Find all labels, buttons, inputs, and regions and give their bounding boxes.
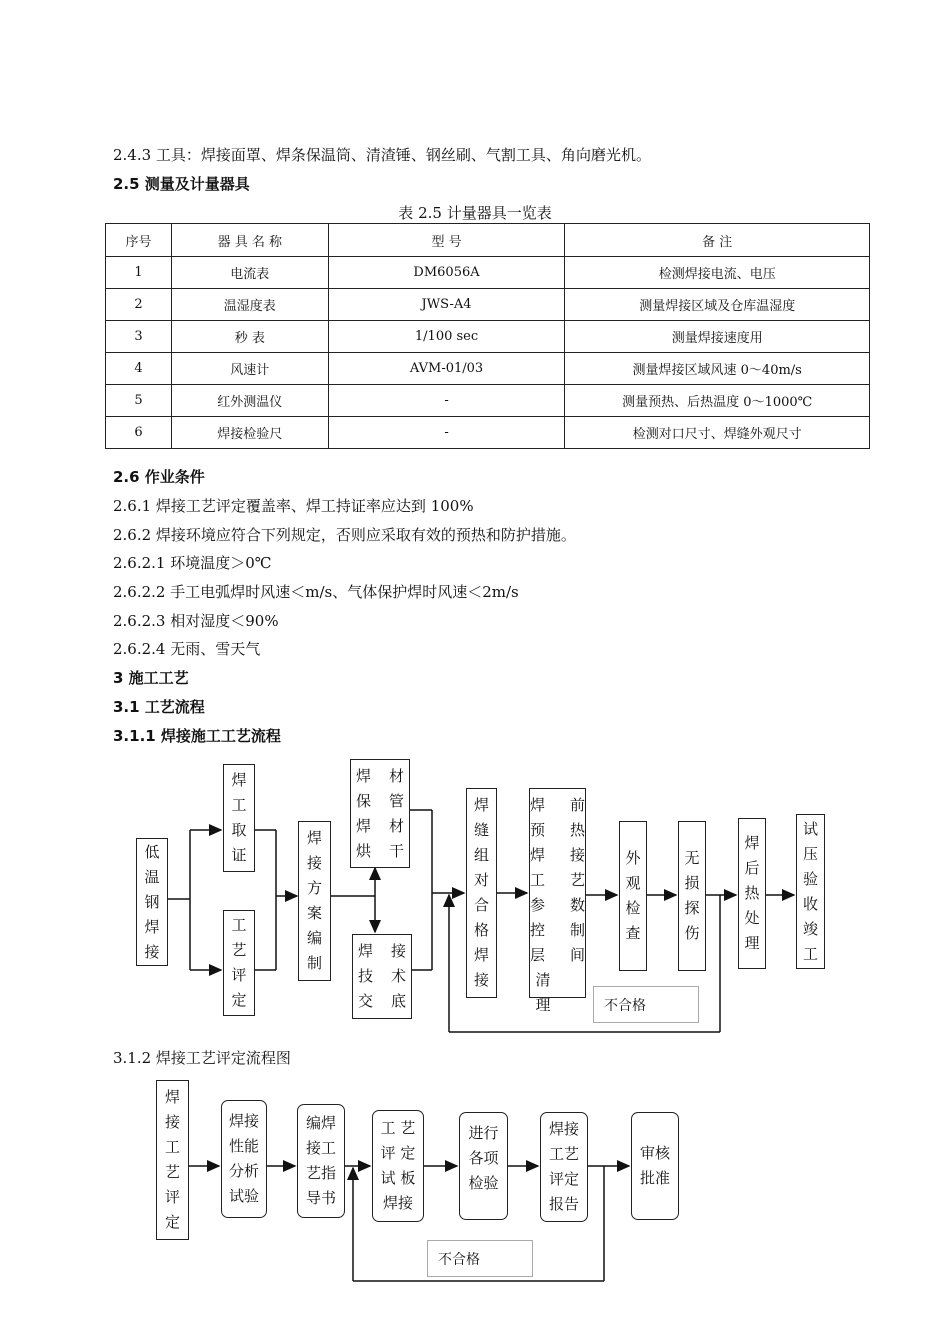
box-text: 各项 [468, 1149, 499, 1167]
box-text: 焊接 [548, 1120, 579, 1138]
box-char: 验 [802, 869, 818, 888]
box-char: 清理 [535, 971, 551, 1014]
box-text: 艺指 [305, 1164, 336, 1182]
flow1-fail-label: 不合格 [593, 986, 699, 1023]
box-char: 损 [684, 874, 700, 892]
box-char: 交 [357, 992, 373, 1010]
box-char: 接 [306, 854, 322, 872]
box-char: 钢 [144, 892, 160, 911]
tools-line: 2.4.3 工具：焊接面罩、焊条保温筒、清渣锤、钢丝刷、气割工具、角向磨光机。 [113, 146, 651, 164]
box-char: 间 [569, 946, 585, 964]
box-char: 外 [625, 849, 641, 867]
box-char: 焊 [231, 771, 247, 789]
cell-name: 秒 表 [171, 321, 328, 353]
box-char: 工 [231, 796, 247, 814]
box-char: 底 [391, 992, 407, 1010]
cell-note: 检测焊接电流、电压 [565, 257, 870, 289]
box-char: 干 [389, 842, 405, 860]
box-char: 管 [389, 792, 405, 810]
box-char: 预 [530, 821, 546, 839]
box-char: 接 [569, 846, 585, 864]
box-text: 性能 [228, 1137, 259, 1155]
box-char: 缝 [473, 821, 489, 839]
box-char: 理 [744, 934, 760, 952]
box-char: 数 [569, 896, 585, 914]
cell-note: 检测对口尺寸、焊缝外观尺寸 [565, 417, 870, 449]
cell-model: - [328, 417, 565, 449]
box-char: 案 [306, 904, 322, 922]
box-char: 材 [389, 817, 405, 835]
box-char: 制 [306, 954, 322, 972]
section-3-heading: 3 施工工艺 [113, 669, 189, 687]
box-char: 收 [802, 894, 818, 913]
flow2-test-coupon-welding [372, 1110, 424, 1222]
box-char: 焊 [144, 917, 160, 936]
box-char: 取 [231, 821, 247, 839]
box-text: 批准 [639, 1169, 670, 1187]
box-char: 保 [355, 792, 371, 810]
box-char: 术 [391, 967, 407, 985]
box-char: 格 [473, 921, 489, 939]
box-text: 导书 [305, 1189, 336, 1207]
box-char: 处 [744, 909, 760, 927]
flow2-procedure-qualification [156, 1080, 189, 1240]
cell-name: 电流表 [171, 257, 328, 289]
flow2-wps-preparation [297, 1104, 345, 1218]
cell-model: AVM-01/03 [328, 353, 565, 385]
cell-index: 3 [106, 321, 172, 353]
flow2-pqr-report [540, 1112, 588, 1222]
box-text: 检验 [468, 1174, 499, 1192]
box-char: 焊 [306, 829, 322, 847]
flow-material-storage-baking [350, 759, 410, 868]
box-char: 制 [569, 921, 585, 939]
cell-name: 温湿度表 [171, 289, 328, 321]
cell-note: 测量焊接速度用 [565, 321, 870, 353]
box-char: 接 [144, 942, 160, 961]
flow-welder-certification [223, 764, 255, 872]
box-char: 焊 [530, 796, 546, 814]
flow-low-temp-steel-welding [136, 838, 168, 966]
box-char: 工 [802, 944, 818, 963]
box-text: 工艺 [548, 1145, 579, 1163]
box-char: 组 [473, 846, 489, 864]
flow-visual-inspection [619, 821, 647, 971]
box-char: 探 [684, 899, 700, 917]
flow2-fail-label: 不合格 [427, 1240, 533, 1277]
flow2-performance-analysis [221, 1100, 267, 1218]
box-char: 方 [306, 879, 322, 897]
box-char: 伤 [684, 924, 700, 942]
box-text: 接工 [305, 1139, 336, 1157]
cell-index: 4 [106, 353, 172, 385]
cell-index: 5 [106, 385, 172, 417]
section-2-6-heading: 2.6 作业条件 [113, 468, 205, 486]
box-char: 评 [231, 966, 247, 984]
box-char: 焊 [744, 834, 760, 852]
box-char: 无 [684, 849, 700, 867]
flow-welding-plan [298, 821, 331, 981]
box-text: 评定 [548, 1170, 579, 1188]
section-3-1-heading: 3.1 工艺流程 [113, 698, 205, 716]
box-char: 技 [357, 967, 373, 985]
header-cell: 备 注 [565, 224, 870, 257]
flow2-review-approval [631, 1112, 679, 1220]
flow-process-evaluation [223, 910, 255, 1016]
box-char: 焊 [355, 817, 371, 835]
box-char: 后 [744, 859, 760, 877]
box-char: 焊 [355, 767, 371, 785]
box-char: 前 [569, 796, 585, 814]
box-char: 艺 [569, 871, 585, 889]
box-char: 查 [625, 924, 641, 942]
box-char: 热 [569, 821, 585, 839]
flow2-inspections [459, 1112, 508, 1220]
condition-2-6-2-2: 2.6.2.2 手工电弧焊时风速＜m/s、气体保护焊时风速＜2m/s [113, 583, 519, 601]
header-cell: 序号 [106, 224, 172, 257]
box-char: 焊 [473, 946, 489, 964]
box-char: 焊 [530, 846, 546, 864]
box-char: 层 [530, 946, 546, 964]
box-char: 定 [164, 1213, 180, 1231]
box-char: 热 [744, 884, 760, 902]
box-text: 评 定 [380, 1144, 416, 1162]
table-caption: 表 2.5 计量器具一览表 [398, 204, 552, 222]
box-char: 温 [144, 867, 160, 886]
cell-name: 风速计 [171, 353, 328, 385]
box-text: 焊接 [228, 1112, 259, 1130]
box-char: 控 [530, 921, 546, 939]
box-text: 工 艺 [380, 1119, 416, 1137]
box-text: 试 板 [380, 1169, 416, 1187]
box-char: 接 [164, 1113, 180, 1131]
header-cell: 型 号 [328, 224, 565, 257]
condition-2-6-2-1: 2.6.2.1 环境温度＞0℃ [113, 554, 272, 572]
box-char: 接 [391, 942, 407, 960]
flow-fitup-welding [466, 788, 497, 998]
condition-2-6-2-4: 2.6.2.4 无雨、雪天气 [113, 640, 261, 658]
box-char: 焊 [357, 942, 373, 960]
box-char: 材 [389, 767, 405, 785]
box-char: 艺 [231, 941, 247, 959]
box-char: 评 [164, 1188, 180, 1206]
condition-2-6-2: 2.6.2 焊接环境应符合下列规定，否则应采取有效的预热和防护措施。 [113, 526, 576, 544]
cell-note: 测量焊接区域风速 0～40m/s [565, 353, 870, 385]
cell-index: 6 [106, 417, 172, 449]
box-char: 焊 [164, 1088, 180, 1106]
box-text: 进行 [468, 1124, 499, 1142]
box-char: 烘 [355, 842, 371, 860]
cell-name: 焊接检验尺 [171, 417, 328, 449]
flow-pressure-test-acceptance [796, 814, 825, 969]
cell-model: JWS-A4 [328, 289, 565, 321]
box-char: 试 [802, 819, 818, 838]
box-text: 审核 [639, 1144, 670, 1162]
box-text: 分析 [228, 1162, 259, 1180]
box-char: 合 [473, 896, 489, 914]
cell-note: 测量预热、后热温度 0～1000℃ [565, 385, 870, 417]
box-char: 艺 [164, 1163, 180, 1181]
box-text: 焊接 [382, 1194, 413, 1212]
box-char: 参 [530, 896, 546, 914]
box-char: 竣 [802, 919, 818, 938]
cell-name: 红外测温仪 [171, 385, 328, 417]
section-2-5-heading: 2.5 测量及计量器具 [113, 175, 250, 193]
box-char: 检 [625, 899, 641, 917]
section-3-1-1-heading: 3.1.1 焊接施工工艺流程 [113, 727, 281, 745]
box-char: 定 [231, 991, 247, 1009]
flow-preheat-parameters [529, 788, 586, 1014]
cell-model: DM6056A [328, 257, 565, 289]
condition-2-6-1: 2.6.1 焊接工艺评定覆盖率、焊工持证率应达到 100% [113, 497, 474, 515]
cell-note: 测量焊接区域及仓库温湿度 [565, 289, 870, 321]
cell-model: - [328, 385, 565, 417]
cell-model: 1/100 sec [328, 321, 565, 353]
box-char: 工 [164, 1138, 180, 1156]
box-char: 观 [625, 874, 641, 892]
box-char: 焊 [473, 796, 489, 814]
flow-ndt [678, 821, 706, 971]
section-3-1-2-heading: 3.1.2 焊接工艺评定流程图 [113, 1049, 291, 1067]
box-char: 编 [306, 929, 322, 947]
box-text: 报告 [548, 1195, 579, 1213]
box-text: 试验 [228, 1187, 259, 1205]
box-char: 低 [144, 842, 160, 861]
box-char: 接 [473, 971, 489, 989]
header-cell: 器 具 名 称 [171, 224, 328, 257]
box-char: 证 [231, 846, 247, 864]
box-text: 编焊 [305, 1114, 336, 1132]
box-char: 对 [473, 871, 489, 889]
box-char: 工 [231, 916, 247, 934]
cell-index: 2 [106, 289, 172, 321]
condition-2-6-2-3: 2.6.2.3 相对湿度＜90% [113, 612, 279, 630]
box-char: 工 [530, 871, 546, 889]
box-char: 压 [802, 844, 818, 863]
flow-technical-disclosure [352, 934, 412, 1019]
flow-post-heat-treatment [738, 818, 766, 969]
cell-index: 1 [106, 257, 172, 289]
